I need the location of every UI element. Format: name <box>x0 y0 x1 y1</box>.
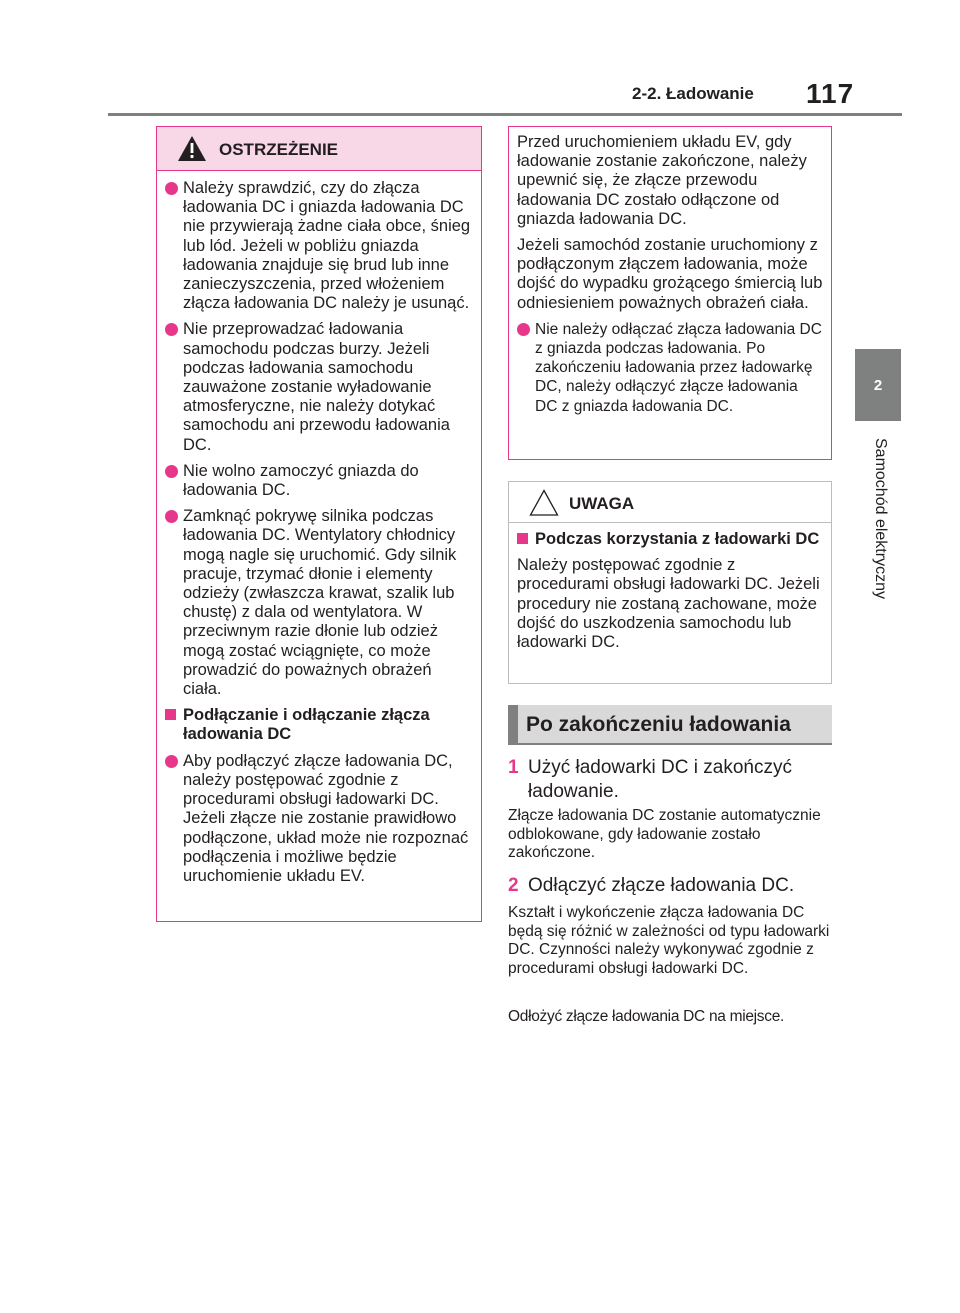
warning-box <box>156 126 482 922</box>
warning-bullet: Nie należy odłączać złącza ładowania DC z gniazda podczas ładowania. Po zakończeniu ładowania przez ładowarkę DC, należy odłączyć złącze ładowania DC z gniazda ładowania DC. <box>517 320 823 416</box>
section-title: Po zakończeniu ładowania <box>526 713 791 736</box>
bullet-dot-icon <box>517 323 530 336</box>
warning-bullet: Nie wolno zamoczyć gniazda do ładowania DC. <box>165 462 473 500</box>
bullet-dot-icon <box>165 510 178 523</box>
notice-text: Należy postępować zgodnie z procedurami obsługi ładowarki DC. Jeżeli procedury nie zostaną zachowane, może dojść do uszkodzenia samochodu lub ładowarki DC. <box>517 556 820 652</box>
page-number: 117 <box>806 78 855 109</box>
caution-triangle-icon <box>529 489 559 516</box>
chapter-tab <box>855 349 901 421</box>
step-description: Odłożyć złącze ładowania DC na miejsce. <box>508 1008 785 1025</box>
step-number: 2 <box>508 875 519 896</box>
warning-paragraph: Jeżeli samochód zostanie uruchomiony z podłączonym złączem ładowania, może dojść do wypadku grożącego śmiercią lub odniesieniem poważnych obrażeń ciała. <box>517 236 823 312</box>
step-number: 1 <box>508 757 519 778</box>
warning-bullet: Należy sprawdzić, czy do złącza ładowania DC i gniazda ładowania DC nie przywierają żadne ciała obce, śnieg lub lód. Jeżeli w pobliżu gniazda ładowania znajduje się brud lub inne zanieczyszczenia, przed włożeniem złącza ładowania DC należy je usunąć. <box>165 179 473 313</box>
notice-box-content <box>517 530 823 652</box>
bullet-dot-icon <box>165 465 178 478</box>
notice-box-title: UWAGA <box>569 494 635 513</box>
warning-box-continued <box>508 126 832 460</box>
notice-box-header <box>509 482 831 523</box>
warning-continued-content <box>517 133 823 423</box>
step-description: Złącze ładowania DC zostanie automatycznie odblokowane, gdy ładowanie zostało zakończone. <box>508 807 821 861</box>
square-bullet-icon <box>165 709 176 720</box>
warning-box-header <box>157 127 481 171</box>
header-rule <box>108 113 902 116</box>
chapter-tab-label <box>870 438 890 628</box>
warning-box-title: OSTRZEŻENIE <box>219 140 339 159</box>
warning-bullet: Aby podłączyć złącze ładowania DC, należy postępować zgodnie z procedurami obsługi ładowarki DC. Jeżeli złącze nie zostanie prawidłowo podłączone, układ może nie rozpoznać podłączenia i możliwe będzie uruchomienie układu EV. <box>165 752 473 886</box>
bullet-dot-icon <box>165 182 178 195</box>
step-title: Użyć ładowarki DC i zakończyć ładowanie. <box>528 757 792 802</box>
section-heading <box>508 705 832 745</box>
step-description: Kształt i wykończenie złącza ładowania DC będą się różnić w zależności od typu ładowarki DC. Czynności należy wykonywać zgodnie z procedurami obsługi ładowarki DC. <box>508 904 830 977</box>
bullet-dot-icon <box>165 323 178 336</box>
step-title: Odłączyć złącze ładowania DC. <box>528 875 795 896</box>
step-2 <box>508 874 838 898</box>
notice-box <box>508 481 832 684</box>
bullet-dot-icon <box>165 755 178 768</box>
section-heading-bar <box>508 705 518 743</box>
warning-bullet: Nie przeprowadzać ładowania samochodu podczas burzy. Jeżeli podczas ładowania samochodu zauważone zostanie wyładowanie atmosferyczne, nie należy dotykać samochodu ani przewodu ładowania DC. <box>165 320 473 454</box>
warning-subheading: Podłączanie i odłączanie złącza ładowania DC <box>165 706 473 744</box>
warning-box-content <box>165 179 473 893</box>
running-header-section: 2-2. Ładowanie <box>632 84 754 103</box>
notice-subheading: Podczas korzystania z ładowarki DC <box>517 530 823 549</box>
step-1 <box>508 756 838 804</box>
chapter-tab-label-text: Samochód elektryczny <box>872 438 889 599</box>
warning-paragraph: Przed uruchomieniem układu EV, gdy ładowanie zostanie zakończone, należy upewnić się, że złącze przewodu ładowania DC zostało odłączone od gniazda ładowania DC. <box>517 133 807 228</box>
warning-bullet: Zamknąć pokrywę silnika podczas ładowania DC. Wentylatory chłodnicy mogą nagle się uruchomić. Gdy silnik pracuje, trzymać dłonie i elementy odzieży (zwłaszcza krawat, szalik lub chustę) z dala od wentylatora. W przeciwnym razie dłonie lub odzież mogą zostać wciągnięte, co może prowadzić do poważnych obrażeń ciała. <box>165 507 473 699</box>
warning-triangle-icon <box>177 135 207 162</box>
chapter-tab-number: 2 <box>873 376 883 394</box>
square-bullet-icon <box>517 533 528 544</box>
